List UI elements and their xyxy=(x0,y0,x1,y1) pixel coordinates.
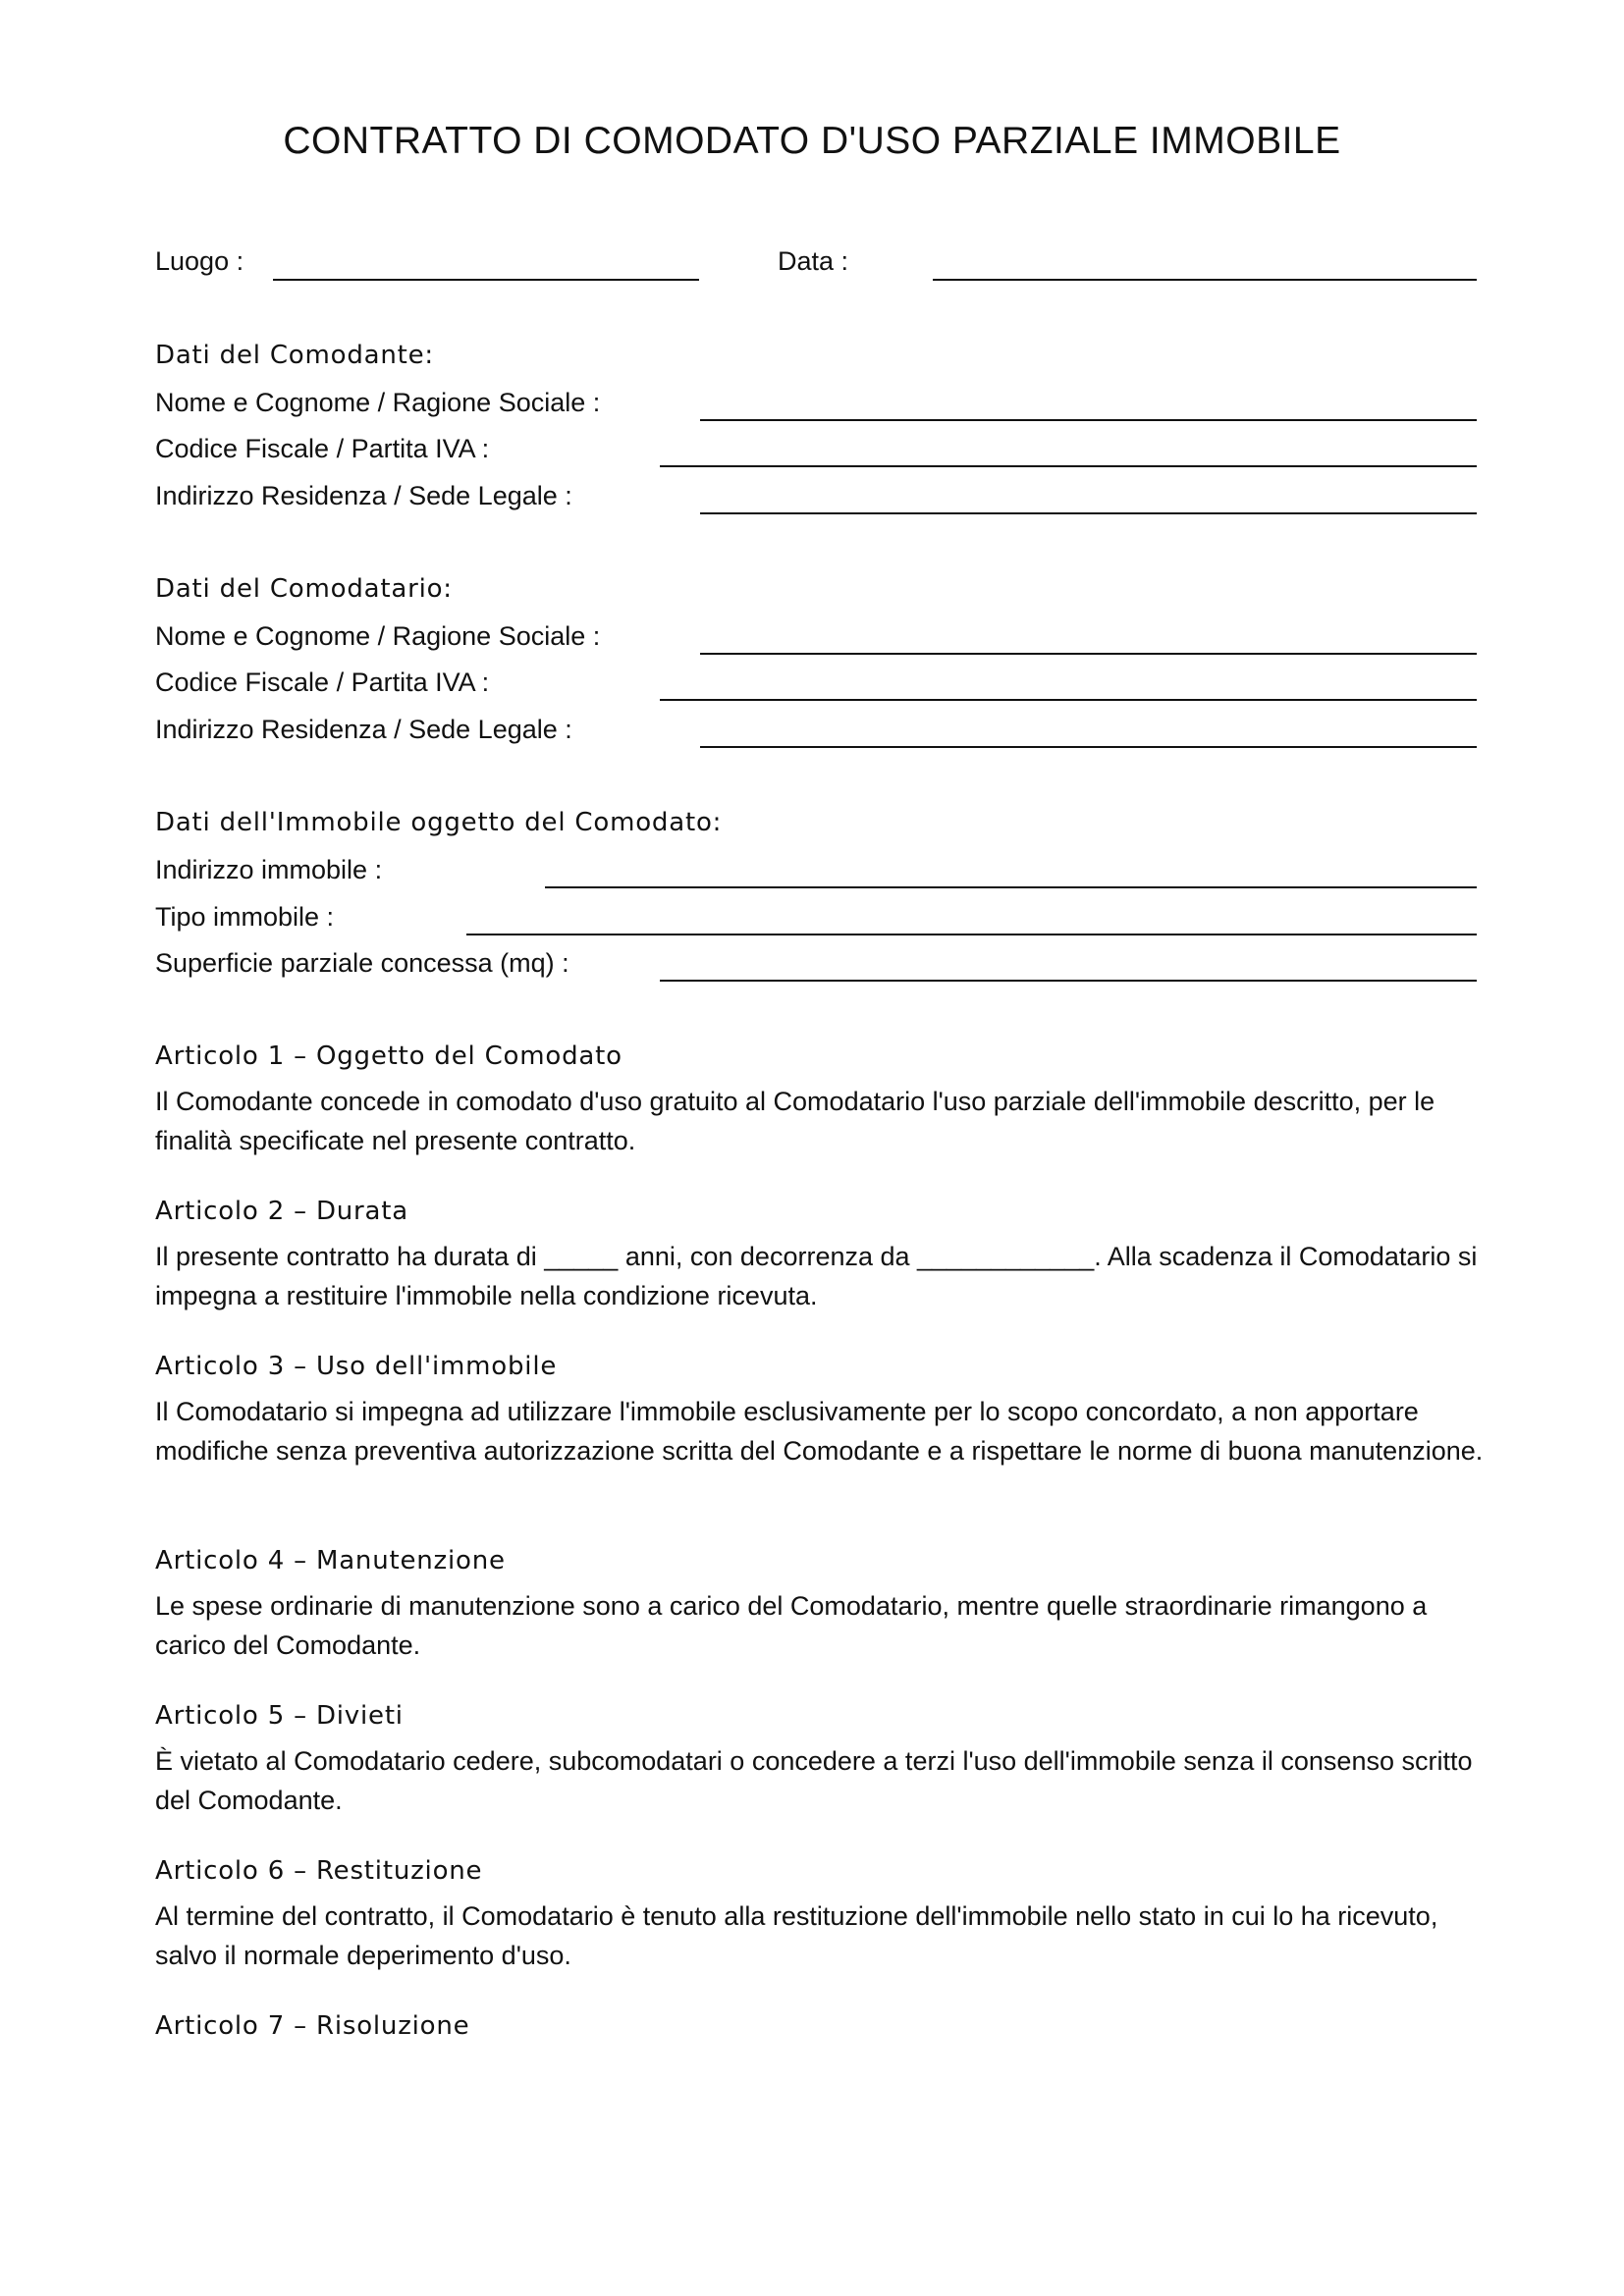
comodatario-indirizzo-label: Indirizzo Residenza / Sede Legale : xyxy=(155,715,572,744)
comodatario-nome-label: Nome e Cognome / Ragione Sociale : xyxy=(155,621,601,651)
article-3-text: Il Comodatario si impegna ad utilizzare l'immobile esclusivamente per lo scopo concordato, a non apportare modifiche senza preventiva autorizzazione scritta del Comodante e a rispettare le norme di buona manutenzione. xyxy=(155,1397,1484,1466)
immobile-superficie-field[interactable] xyxy=(660,980,1477,982)
comodante-nome-field[interactable] xyxy=(700,419,1477,421)
article-5-title: Articolo 5 – Divieti xyxy=(155,1701,404,1731)
document-title: CONTRATTO DI COMODATO D'USO PARZIALE IMMOBILE xyxy=(283,120,1341,162)
comodatario-indirizzo-field[interactable] xyxy=(700,746,1477,748)
immobile-superficie-label: Superficie parziale concessa (mq) : xyxy=(155,948,569,978)
article-3-title: Articolo 3 – Uso dell'immobile xyxy=(155,1352,558,1381)
article-2-title: Articolo 2 – Durata xyxy=(155,1197,409,1226)
immobile-tipo-field[interactable] xyxy=(466,934,1477,935)
immobile-indirizzo-field[interactable] xyxy=(545,886,1477,888)
comodante-indirizzo-field[interactable] xyxy=(700,512,1477,514)
article-4-title: Articolo 4 – Manutenzione xyxy=(155,1546,506,1575)
comodante-nome-label: Nome e Cognome / Ragione Sociale : xyxy=(155,388,601,417)
luogo-field[interactable] xyxy=(273,279,699,281)
comodante-heading: Dati del Comodante: xyxy=(155,341,434,370)
luogo-label: Luogo : xyxy=(155,246,244,276)
comodatario-cf-field[interactable] xyxy=(660,699,1477,701)
comodatario-nome-field[interactable] xyxy=(700,653,1477,655)
data-field[interactable] xyxy=(933,279,1477,281)
comodatario-heading: Dati del Comodatario: xyxy=(155,574,453,604)
comodante-indirizzo-label: Indirizzo Residenza / Sede Legale : xyxy=(155,481,572,510)
comodante-cf-field[interactable] xyxy=(660,465,1477,467)
comodante-cf-label: Codice Fiscale / Partita IVA : xyxy=(155,434,490,463)
article-7-title: Articolo 7 – Risoluzione xyxy=(155,2011,470,2041)
article-6-text: Al termine del contratto, il Comodatario è tenuto alla restituzione dell'immobile nello stato in cui lo ha ricevuto, salvo il normale deperimento d'uso. xyxy=(155,1901,1438,1970)
comodatario-cf-label: Codice Fiscale / Partita IVA : xyxy=(155,667,490,697)
article-6-title: Articolo 6 – Restituzione xyxy=(155,1856,483,1886)
immobile-tipo-label: Tipo immobile : xyxy=(155,902,335,932)
article-1-text: Il Comodante concede in comodato d'uso gratuito al Comodatario l'uso parziale dell'immobile descritto, per le finalità specificate nel presente contratto. xyxy=(155,1087,1435,1155)
article-4-text: Le spese ordinarie di manutenzione sono a carico del Comodatario, mentre quelle straordinarie rimangono a carico del Comodante. xyxy=(155,1591,1428,1660)
article-5-text: È vietato al Comodatario cedere, subcomodatari o concedere a terzi l'uso dell'immobile senza il consenso scritto del Comodante. xyxy=(155,1746,1473,1815)
article-1-title: Articolo 1 – Oggetto del Comodato xyxy=(155,1041,623,1071)
immobile-heading: Dati dell'Immobile oggetto del Comodato: xyxy=(155,808,723,837)
article-2-text: Il presente contratto ha durata di _____ anni, con decorrenza da ____________. Alla scadenza il Comodatario si impegna a restituire l'immobile nella condizione ricevuta. xyxy=(155,1242,1478,1310)
immobile-indirizzo-label: Indirizzo immobile : xyxy=(155,855,383,884)
data-label: Data : xyxy=(778,246,849,276)
